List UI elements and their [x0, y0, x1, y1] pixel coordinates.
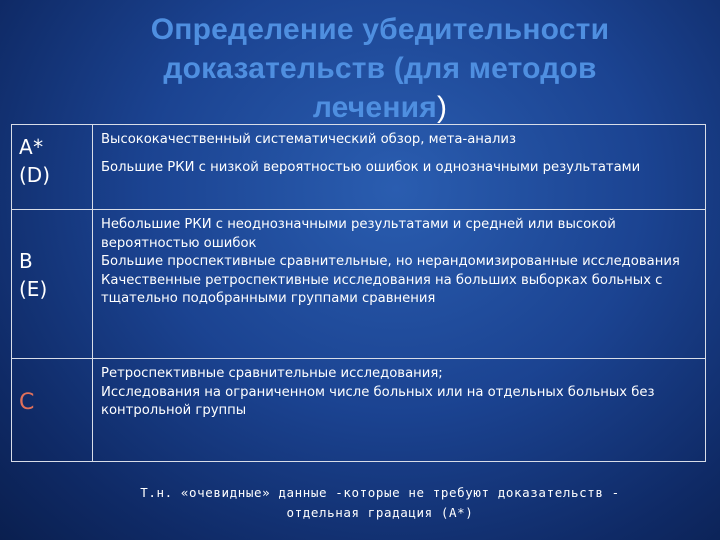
description-cell-c: [93, 359, 706, 462]
grade-cell-a: [12, 125, 93, 210]
description-line: Небольшие РКИ с неоднозначными результатами и средней или высокой вероятностью ошибок: [101, 217, 616, 251]
grade-cell-c: [12, 359, 93, 462]
description-line: Качественные ретроспективные исследования на больших выборках больных с тщательно подобранными группами сравнения: [101, 272, 663, 306]
title-close-paren: ): [436, 91, 448, 124]
description-line: Высококачественный систематический обзор, мета-анализ: [101, 132, 517, 147]
title-line-3-text: лечения: [312, 91, 437, 124]
footnote-line-1: Т.н. «очевидные» данные -которые не требуют доказательств -: [140, 485, 620, 500]
grade-alt-label-d: (D): [19, 163, 51, 187]
title-line-2: доказательств (для методов: [163, 52, 597, 85]
grade-alt-label-e: (E): [19, 277, 48, 301]
description-cell-b: [93, 210, 706, 359]
table-row-grade-a: [12, 125, 706, 210]
footnote: [70, 483, 690, 523]
title-line-3: [100, 88, 660, 127]
description-line: Исследования на ограниченном числе больных или на отдельных больных без контрольной группы: [101, 384, 655, 418]
grade-label-b: B: [19, 249, 34, 273]
description-line: Большие РКИ с низкой вероятностью ошибок и однозначными результатами: [101, 159, 641, 175]
slide-title: [100, 10, 660, 127]
description-line: Ретроспективные сравнительные исследования;: [101, 366, 443, 381]
grade-label-a: A*: [19, 135, 44, 159]
grade-cell-b: [12, 210, 93, 359]
grade-label-c: C: [19, 390, 35, 415]
title-line-1: Определение убедительности: [150, 13, 610, 46]
table-row-grade-b: [12, 210, 706, 359]
table-row-grade-c: [12, 359, 706, 462]
description-line: Большие проспективные сравнительные, но нерандомизированные исследования: [101, 254, 680, 269]
evidence-grades-table: [11, 124, 706, 462]
footnote-line-2: отдельная градация (А*): [286, 505, 474, 520]
description-cell-a: [93, 125, 706, 210]
